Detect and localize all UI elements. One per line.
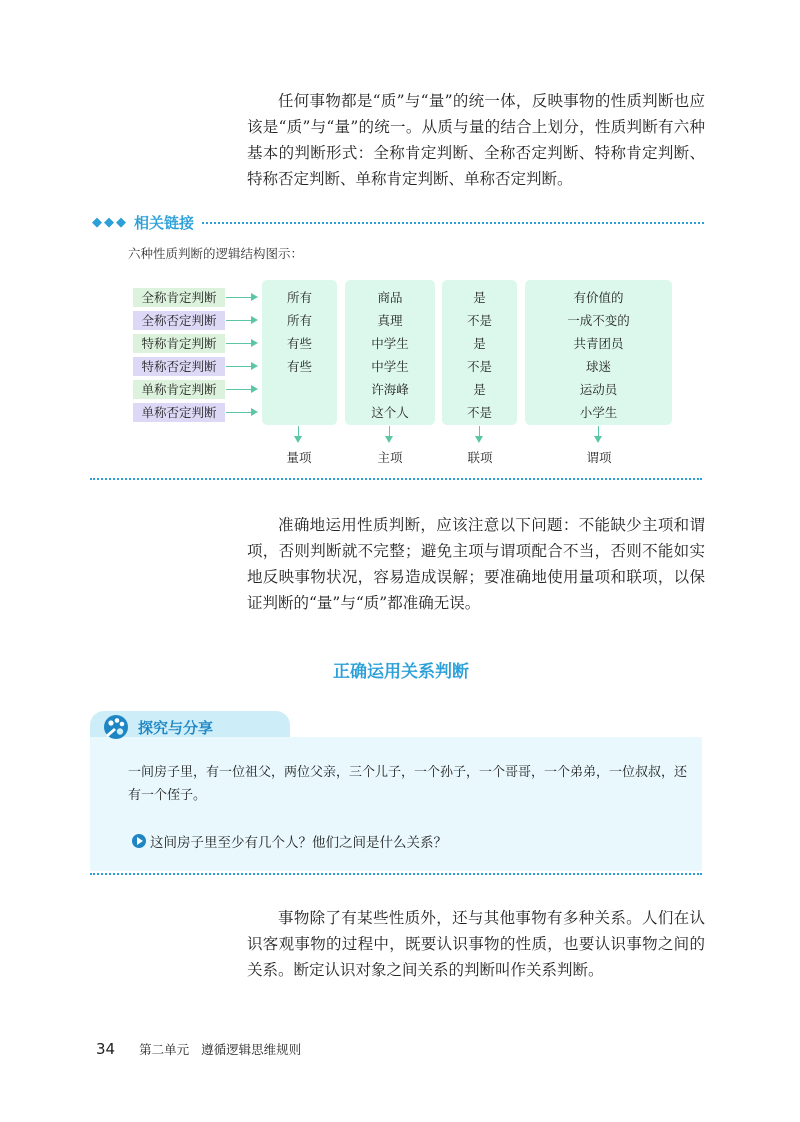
arrow-right-icon [226,320,256,321]
subject-cell: 中学生 [371,336,409,351]
arrow-down-icon [389,426,390,440]
explore-question-text: 这间房子里至少有几个人？他们之间是什么关系？ [150,835,447,851]
predicate-cell: 球迷 [585,359,611,374]
predicate-cell: 运动员 [579,382,618,397]
copula-column [442,280,517,425]
section-title-text: 正确运用关系判断 [333,662,469,682]
palette-icon [102,713,130,741]
arrow-down-icon [598,426,599,440]
explore-question [132,831,447,851]
arrow-right-icon [226,389,256,390]
arrow-right-icon [226,343,256,344]
explore-header [90,711,213,743]
quantifier-cell: 所有 [286,313,312,328]
subject-column [345,280,435,425]
section-title [0,657,800,682]
column-label-copula: 联项 [467,450,493,465]
related-links-header [92,212,704,232]
intro-paragraph: 任何事物都是“质”与“量”的统一体，反映事物的性质判断也应该是“质”与“量”的统一。从质与量的结合上划分，性质判断有六种基本的判断形式：全称肯定判断、全称否定判断、特称肯定判断、特称否定判断、单称肯定判断、单称否定判断。 [247,92,705,188]
copula-cell: 不是 [466,405,492,420]
judgment-type-label: 特称否定判断 [133,357,225,376]
copula-cell: 是 [473,336,486,351]
related-links-title: 相关链接 [134,213,195,232]
relation-paragraph: 事物除了有某些性质外，还与其他事物有多种关系。人们在认识客观事物的过程中，既要认识事物的性质，也要认识事物之间的关系。断定认识对象之间关系的判断叫作关系判断。 [247,909,705,979]
column-label-quantifier: 量项 [286,450,312,465]
copula-cell: 不是 [466,359,492,374]
predicate-cell: 有价值的 [573,290,624,305]
subject-cell: 商品 [377,290,403,305]
usage-paragraph: 准确地运用性质判断，应该注意以下问题：不能缺少主项和谓项，否则判断就不完整；避免主项与谓项配合不当，否则不能如实地反映事物状况，容易造成误解；要准确地使用量项和联项，以保证判断的“量”与“质”都准确无误。 [247,516,705,612]
play-icon [132,834,146,848]
predicate-cell: 一成不变的 [567,313,630,328]
subject-cell: 这个人 [371,405,409,420]
diamond-icons: ◆◆◆ [92,214,128,230]
quantifier-cell: 有些 [286,336,312,351]
judgment-type-label: 单称否定判断 [133,403,225,422]
column-label-subject: 主项 [377,450,403,465]
dotted-divider [90,478,702,480]
dotted-divider [90,873,702,875]
quantifier-column [262,280,337,425]
column-label-predicate: 谓项 [586,450,612,465]
page-number: 34 [96,1040,116,1058]
arrow-right-icon [226,412,256,413]
subject-cell: 许海峰 [371,382,409,397]
quantifier-cell: 所有 [286,290,312,305]
predicate-column [525,280,672,425]
diagram-caption: 六种性质判断的逻辑结构图示： [128,246,304,261]
arrow-down-icon [479,426,480,440]
subject-cell: 中学生 [371,359,409,374]
judgment-type-label: 全称否定判断 [133,311,225,330]
predicate-cell: 小学生 [579,405,618,420]
dotted-divider [202,222,704,224]
predicate-cell: 共青团员 [573,336,624,351]
explore-title: 探究与分享 [138,718,214,737]
copula-cell: 不是 [466,313,492,328]
copula-cell: 是 [473,382,486,397]
arrow-right-icon [226,297,256,298]
explore-text: 一间房子里，有一位祖父，两位父亲，三个儿子，一个孙子，一个哥哥，一个弟弟，一位叔叔，还有一个侄子。 [128,765,688,803]
copula-cell: 是 [473,290,486,305]
unit-number: 第二单元 [139,1042,190,1057]
judgment-type-label: 单称肯定判断 [133,380,225,399]
subject-cell: 真理 [377,313,403,328]
unit-title: 遵循逻辑思维规则 [201,1042,302,1057]
judgment-type-label: 全称肯定判断 [133,288,225,307]
explore-share-box [90,711,702,871]
arrow-down-icon [298,426,299,440]
quantifier-cell: 有些 [286,359,312,374]
footer-unit [139,1040,301,1058]
page-footer [96,1040,301,1058]
arrow-right-icon [226,366,256,367]
judgment-type-label: 特称肯定判断 [133,334,225,353]
